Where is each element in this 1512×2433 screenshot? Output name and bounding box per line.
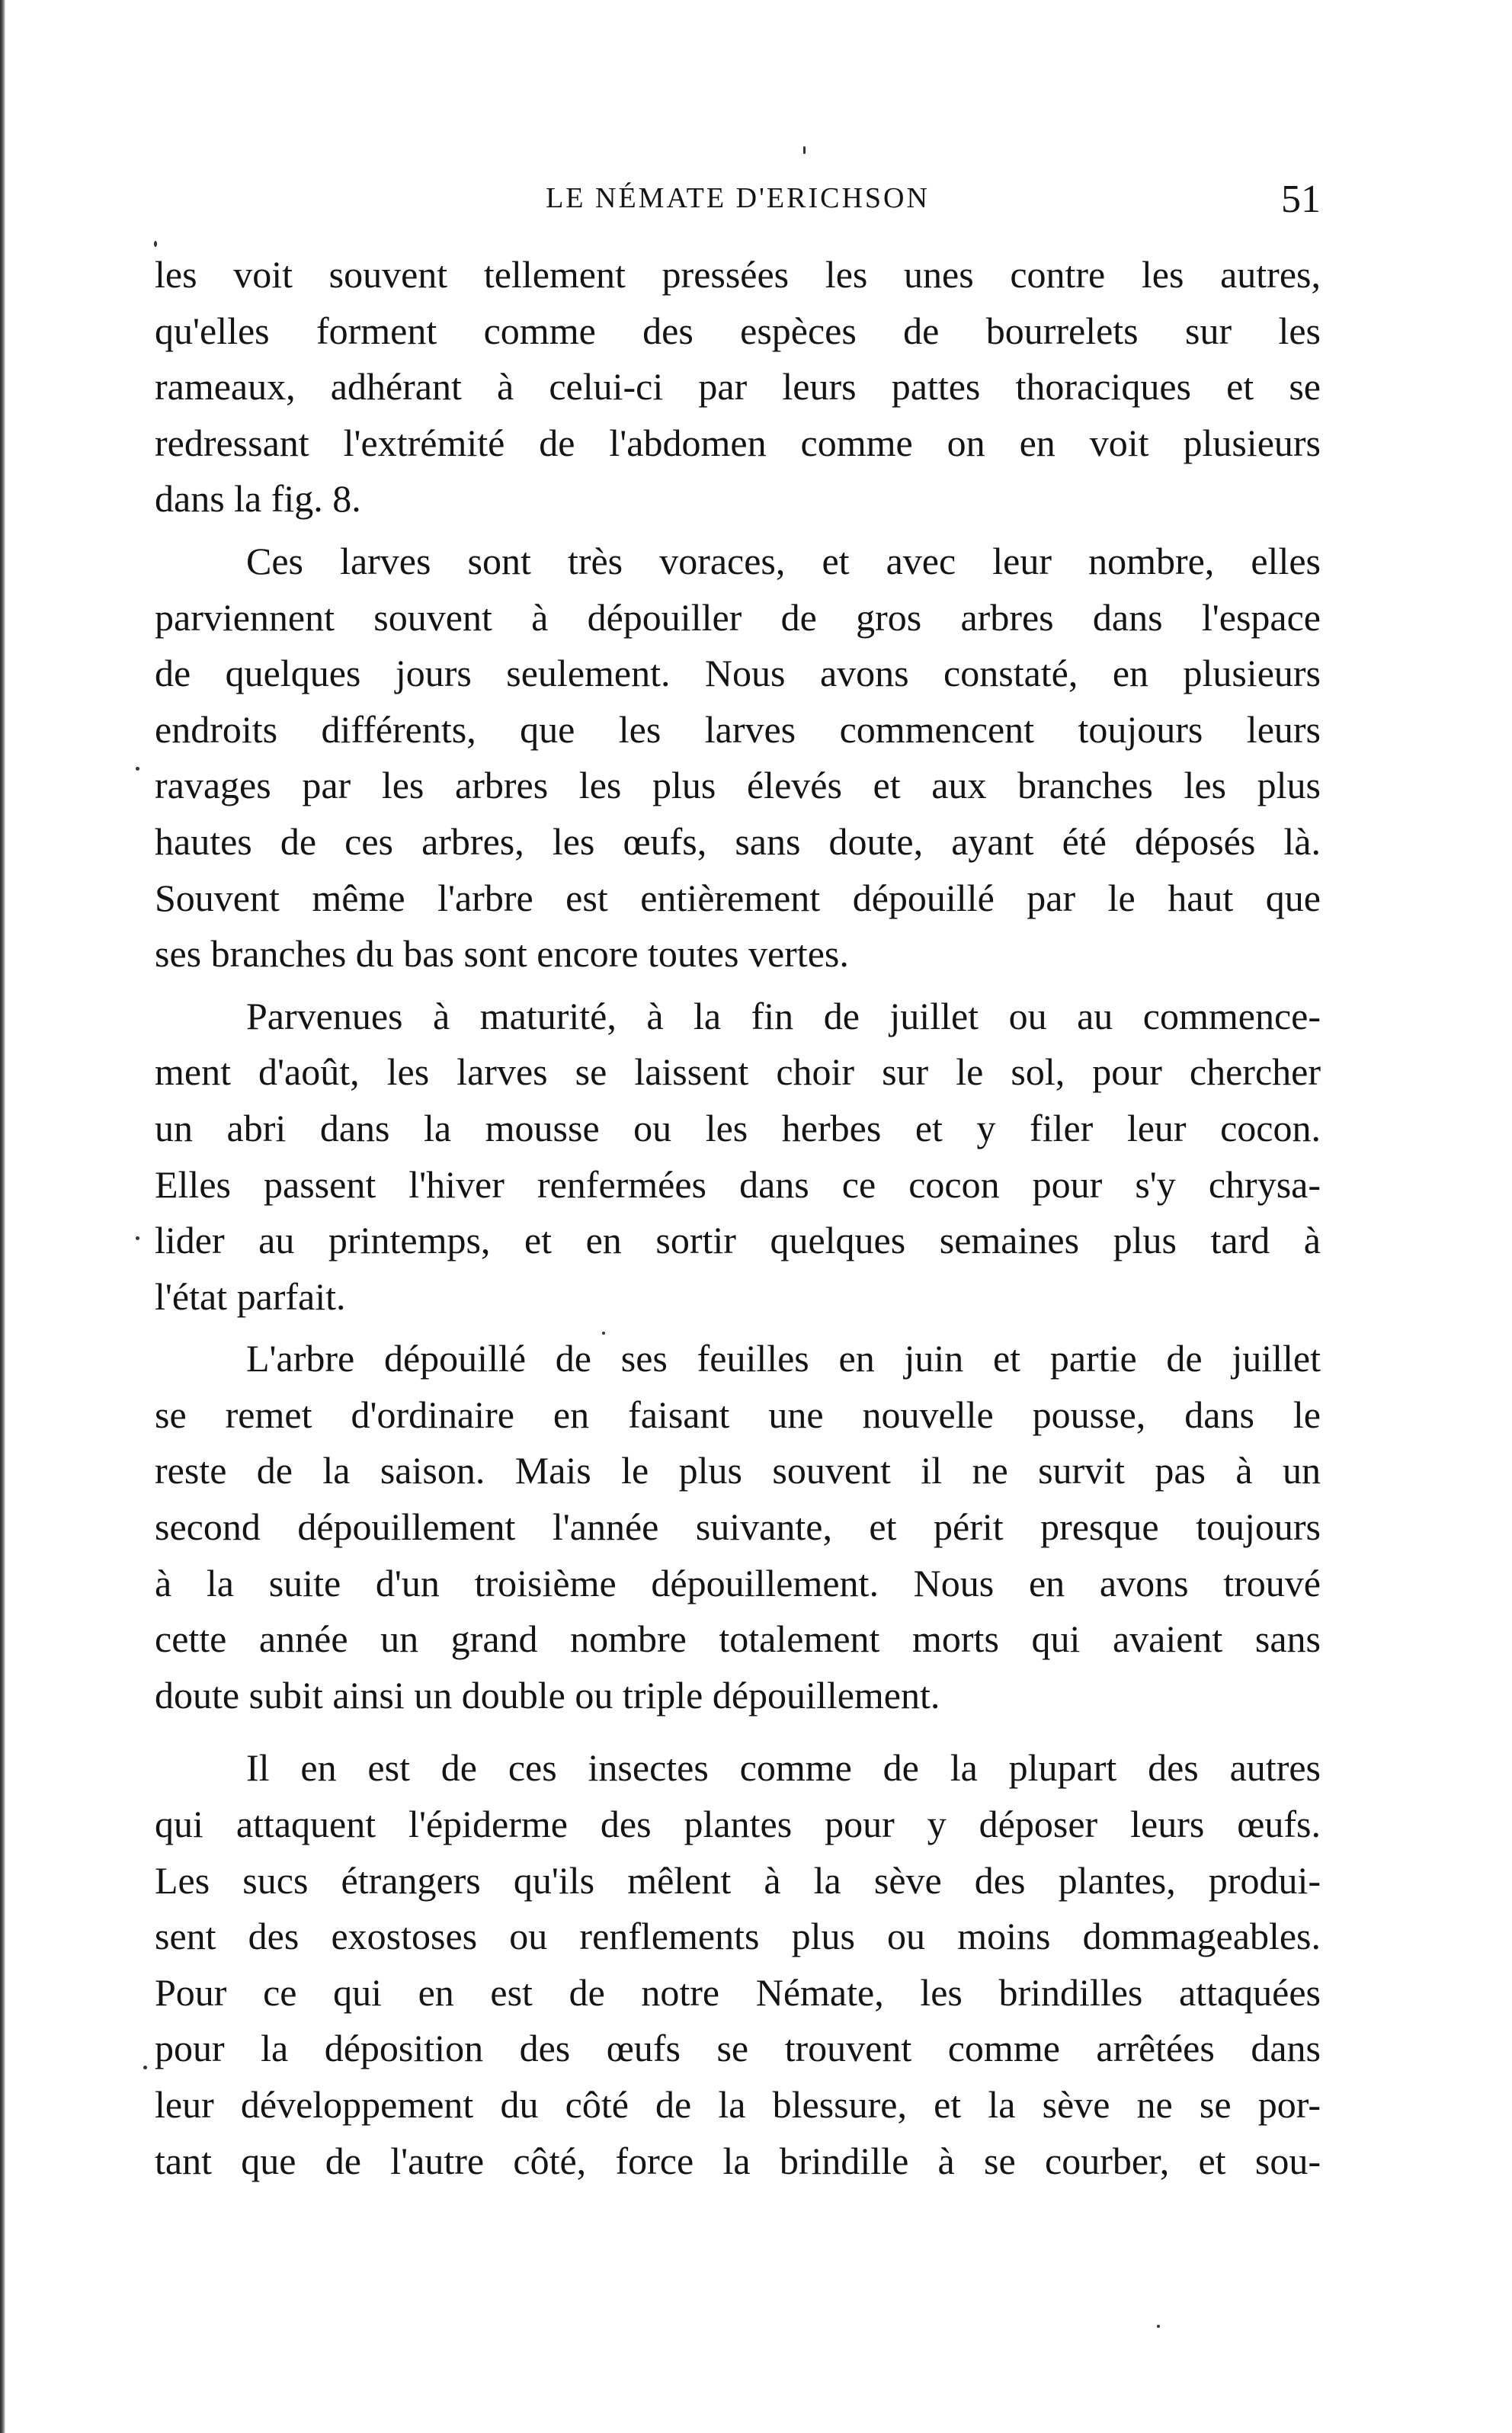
paragraph-gap bbox=[155, 1723, 1321, 1740]
scan-speck bbox=[154, 241, 157, 247]
paragraph-4 bbox=[155, 1331, 1321, 1723]
text-line: redressant l'extrémité de l'abdomen comme on en voit plusieurs bbox=[155, 421, 1321, 464]
text-line: tant que de l'autre côté, force la brindille à se courber, et sou- bbox=[155, 2139, 1321, 2182]
text-line: Les sucs étrangers qu'ils mêlent à la sève des plantes, produi- bbox=[155, 1858, 1321, 1902]
text-line: leur développement du côté de la blessure, et la sève ne se por- bbox=[155, 2083, 1321, 2126]
text-line: Parvenues à maturité, à la fin de juillet ou au commence- bbox=[246, 994, 1321, 1037]
text-line: ses branches du bas sont encore toutes vertes. bbox=[155, 932, 849, 976]
scan-speck bbox=[602, 1332, 605, 1335]
text-line: doute subit ainsi un double ou triple dépouillement. bbox=[155, 1673, 940, 1717]
paragraph-3 bbox=[155, 989, 1321, 1325]
text-line: reste de la saison. Mais le plus souvent il ne survit pas à un bbox=[155, 1449, 1321, 1492]
paragraph-gap bbox=[155, 982, 1321, 989]
text-line: dans la fig. 8. bbox=[155, 477, 361, 521]
text-line: Pour ce qui en est de notre Némate, les brindilles attaquées bbox=[155, 1970, 1321, 2014]
scan-speck bbox=[136, 767, 139, 771]
text-line: cette année un grand nombre totalement morts qui avaient sans bbox=[155, 1617, 1321, 1661]
text-line: Elles passent l'hiver renfermées dans ce cocon pour s'y chrysa- bbox=[155, 1162, 1321, 1206]
text-line: Souvent même l'arbre est entièrement dépouillé par le haut que bbox=[155, 876, 1321, 919]
text-line: qui attaquent l'épiderme des plantes pour y déposer leurs œufs. bbox=[155, 1803, 1321, 1846]
text-line: l'état parfait. bbox=[155, 1274, 346, 1318]
text-line: Ces larves sont très voraces, et avec leur nombre, elles bbox=[246, 539, 1321, 582]
text-line: parviennent souvent à dépouiller de gros arbres dans l'espace bbox=[155, 595, 1321, 639]
text-line: second dépouillement l'année suivante, et périt presque toujours bbox=[155, 1505, 1321, 1549]
paragraph-gap bbox=[155, 1325, 1321, 1331]
text-line: ment d'août, les larves se laissent choir sur le sol, pour chercher bbox=[155, 1050, 1321, 1094]
running-title: LE NÉMATE D'ERICHSON bbox=[546, 182, 930, 214]
scan-speck bbox=[143, 2066, 147, 2069]
running-head bbox=[155, 177, 1321, 230]
paragraph-5 bbox=[155, 1740, 1321, 2189]
text-line: un abri dans la mousse ou les herbes et y filer leur cocon. bbox=[155, 1106, 1321, 1149]
paragraph-2 bbox=[155, 534, 1321, 982]
text-line: à la suite d'un troisième dépouillement. Nous en avons trouvé bbox=[155, 1561, 1321, 1604]
text-line: les voit souvent tellement pressées les unes contre les autres, bbox=[155, 253, 1321, 296]
page-number: 51 bbox=[1281, 178, 1321, 221]
text-line: qu'elles forment comme des espèces de bourrelets sur les bbox=[155, 309, 1321, 352]
text-line: endroits différents, que les larves commencent toujours leurs bbox=[155, 707, 1321, 751]
text-line: lider au printemps, et en sortir quelques semaines plus tard à bbox=[155, 1219, 1321, 1262]
scan-left-edge bbox=[0, 0, 5, 2433]
text-line: rameaux, adhérant à celui-ci par leurs pattes thoraciques et se bbox=[155, 365, 1321, 409]
text-line: de quelques jours seulement. Nous avons constaté, en plusieurs bbox=[155, 652, 1321, 695]
text-line: pour la déposition des œufs se trouvent comme arrêtées dans bbox=[155, 2027, 1321, 2070]
book-page bbox=[155, 177, 1321, 2189]
text-line: sent des exostoses ou renflements plus ou moins dommageables. bbox=[155, 1915, 1321, 1958]
text-line: L'arbre dépouillé de ses feuilles en juin et partie de juillet bbox=[246, 1337, 1321, 1380]
text-line: hautes de ces arbres, les œufs, sans doute, ayant été déposés là. bbox=[155, 819, 1321, 863]
text-line: ravages par les arbres les plus élevés et aux branches les plus bbox=[155, 764, 1321, 807]
paragraph-gap bbox=[155, 527, 1321, 534]
scan-speck bbox=[136, 1236, 139, 1240]
scan-speck bbox=[803, 146, 806, 154]
paragraph-1 bbox=[155, 247, 1321, 527]
text-line: se remet d'ordinaire en faisant une nouvelle pousse, dans le bbox=[155, 1393, 1321, 1436]
scan-speck bbox=[1157, 2325, 1160, 2328]
text-line: Il en est de ces insectes comme de la plupart des autres bbox=[246, 1746, 1321, 1790]
